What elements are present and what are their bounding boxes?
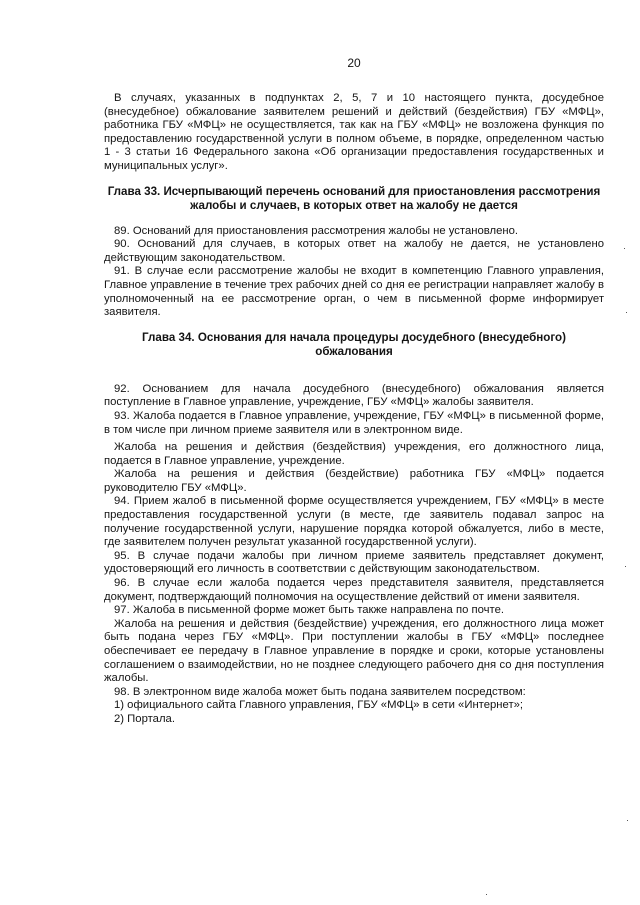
paragraph-96: 96. В случае если жалоба подается через представителя заявителя, представляется документ, подтверждающий полномочия на осуществление действий от имени заявителя. (104, 577, 604, 603)
document-page (104, 56, 604, 727)
paragraph-97-via-mfc: Жалоба на решения и действия (бездействие) учреждения, его должностного лица может быть подана через ГБУ «МФЦ». При поступлении жалобы в ГБУ «МФЦ» последнее обеспечивает ее передачу в Главное управление в порядке и сроки, которые установлены соглашением о взаимодействии, но не позднее следующего рабочего дня со дня поступления жалобы. (104, 617, 604, 685)
paragraph-89: 89. Оснований для приостановления рассмотрения жалобы не установлено. (114, 224, 519, 237)
intro-paragraph: В случаях, указанных в подпунктах 2, 5, 7 и 10 настоящего пункта, досудебное (внесудебное) обжалование заявителем решений и действий (бездействия) ГБУ «МФЦ», работника ГБУ «МФЦ» не осуществляется, так как на ГБУ «МФЦ» не возложена функция по предоставлению государственной услуги в полном объеме, в порядке, определенном частью 1 - 3 статьи 16 Федерального закона «Об организации предоставления государственных и муниципальных услуг». (104, 92, 604, 172)
paragraph-93: 93. Жалоба подается в Главное управление, учреждение, ГБУ «МФЦ» в письменной форме, в том числе при личном приеме заявителя или в электронном виде. (104, 409, 604, 436)
scan-speck (486, 894, 487, 895)
list-item-1: 1) официального сайта Главного управления, ГБУ «МФЦ» в сети «Интернет»; (114, 699, 524, 712)
chapter-34-title: Глава 34. Основания для начала процедуры досудебного (внесудебного) обжалования (142, 330, 566, 358)
scan-speck (627, 820, 628, 821)
paragraph-90: 90. Оснований для случаев, в которых ответ на жалобу не дается, не установлено действующим законодательством. (104, 238, 604, 264)
list-item-2: 2) Портала. (114, 712, 175, 725)
scan-speck (625, 566, 626, 567)
paragraph-94: 94. Прием жалоб в письменной форме осуществляется учреждением, ГБУ «МФЦ» в месте предоставления государственной услуги (в месте, где заявитель подавал запрос на получение государственной услуги, нарушение порядка которой обжалуется, либо в месте, где заявителем получен результат указанной государственной услуги). (104, 495, 604, 549)
paragraph-91: 91. В случае если рассмотрение жалобы не входит в компетенцию Главного управления, Главное управление в течение трех рабочих дней со дня ее регистрации направляет жалобу в уполномоченный на ее рассмотрение орган, о чем в письменной форме информирует заявителя. (104, 265, 604, 319)
page-number: 20 (347, 56, 361, 70)
paragraph-95: 95. В случае подачи жалобы при личном приеме заявитель представляет документ, удостоверяющий его личность в соответствии с действующим законодательством. (104, 549, 604, 576)
paragraph-93-complaint-institution: Жалоба на решения и действия (бездействия) учреждения, его должностного лица, подается в Главное управление, учреждение. (104, 441, 604, 467)
paragraph-98: 98. В электронном виде жалоба может быть подана заявителем посредством: (114, 685, 526, 698)
chapter-33-title: Глава 33. Исчерпывающий перечень оснований для приостановления рассмотрения жалобы и случаев, в которых ответ на жалобу не дается (107, 184, 601, 212)
paragraph-92: 92. Основанием для начала досудебного (внесудебного) обжалования является поступление в Главное управление, учреждение, ГБУ «МФЦ» жалобы заявителя. (104, 382, 604, 409)
paragraph-97: 97. Жалоба в письменной форме может быть также направлена по почте. (114, 604, 504, 617)
paragraph-93-complaint-mfc: Жалоба на решения и действия (бездействие) работника ГБУ «МФЦ» подается руководителю ГБУ «МФЦ». (104, 468, 604, 494)
scan-speck (626, 312, 627, 313)
scan-speck (624, 248, 625, 249)
